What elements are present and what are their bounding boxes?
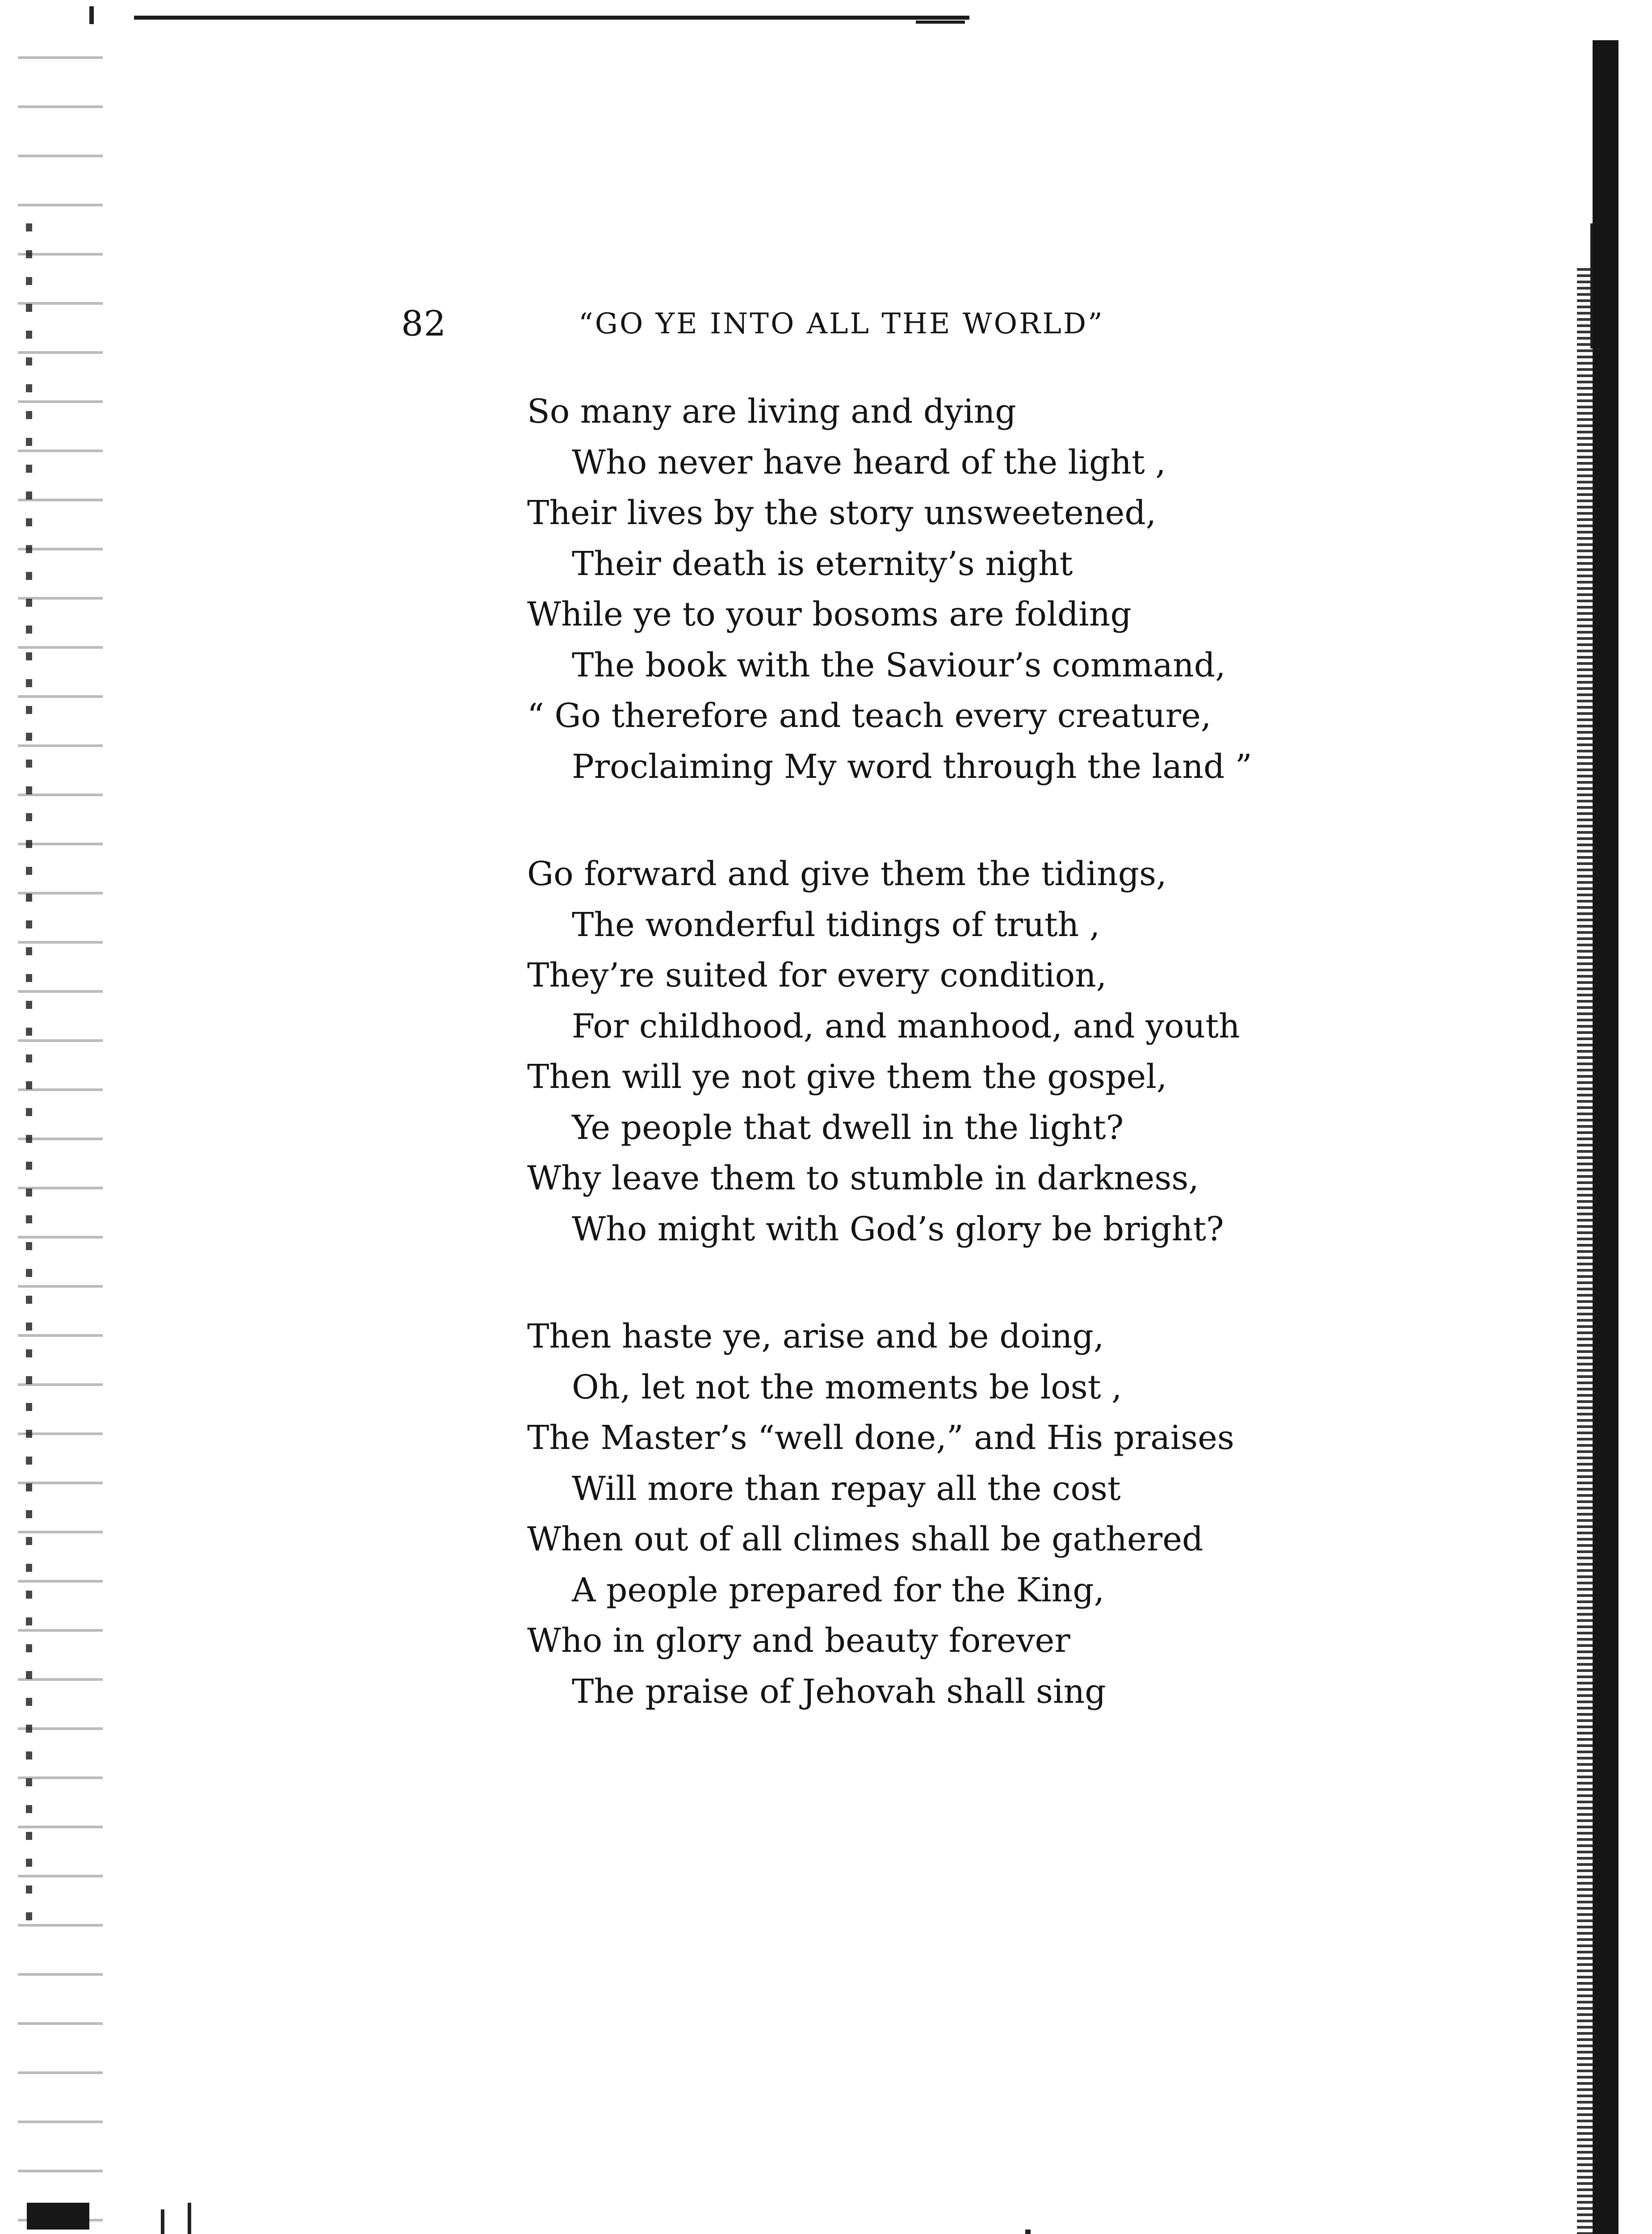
scan-mark — [1025, 2230, 1031, 2234]
poem-line: Who in glory and beauty forever — [527, 1621, 1070, 1660]
stanza — [527, 386, 1421, 792]
scan-top-rule — [916, 21, 965, 24]
poem-line: When out of all climes shall be gathered — [527, 1520, 1203, 1558]
poem-line: The wonderful tidings of truth , — [572, 905, 1100, 944]
poem-line: They’re suited for every condition, — [527, 956, 1107, 995]
stanza — [527, 849, 1421, 1255]
scan-right-edge-bar — [1593, 40, 1618, 2234]
poem-line: The book with the Saviour’s command, — [572, 646, 1226, 684]
poem-line: So many are living and dying — [527, 392, 1016, 431]
scan-mark — [188, 2203, 191, 2234]
scan-left-margin-noise — [26, 223, 32, 1921]
poem-line: Go forward and give them the tidings, — [527, 855, 1167, 893]
poem-line: Oh, let not the moments be lost , — [572, 1368, 1122, 1407]
poem-line: A people prepared for the King, — [572, 1571, 1105, 1609]
poem-line: Then will ye not give them the gospel, — [527, 1058, 1167, 1096]
poem-line: Their lives by the story unsweetened, — [527, 494, 1157, 532]
stanza — [527, 1311, 1421, 1717]
poem-line: The Master’s “well done,” and His praises — [527, 1419, 1234, 1457]
poem-line: For childhood, and manhood, and youth — [572, 1007, 1240, 1046]
running-head — [0, 299, 1652, 349]
poem-line: While ye to your bosoms are folding — [527, 595, 1132, 634]
poem-line: Why leave them to stumble in darkness, — [527, 1159, 1199, 1197]
poem-line: Their death is eternity’s night — [572, 544, 1073, 583]
poem-line: Who might with God’s glory be bright? — [572, 1209, 1224, 1248]
scan-mark — [89, 6, 94, 24]
poem — [527, 386, 1421, 1717]
page-number: 82 — [401, 304, 447, 344]
scan-mark — [27, 2203, 89, 2230]
poem-line: Proclaiming My word through the land ” — [572, 747, 1252, 786]
scan-mark — [161, 2209, 164, 2234]
scan-right-edge-noise — [1577, 268, 1594, 2234]
poem-line: Ye people that dwell in the light? — [572, 1108, 1124, 1147]
page-title: “GO YE INTO ALL THE WORLD” — [579, 307, 1104, 340]
scan-top-rule — [134, 16, 969, 20]
poem-line: The praise of Jehovah shall sing — [572, 1672, 1106, 1711]
poem-line: “ Go therefore and teach every creature, — [527, 697, 1212, 735]
poem-line: Then haste ye, arise and be doing, — [527, 1317, 1104, 1356]
poem-line: Will more than repay all the cost — [572, 1469, 1121, 1508]
poem-line: Who never have heard of the light , — [572, 443, 1166, 482]
